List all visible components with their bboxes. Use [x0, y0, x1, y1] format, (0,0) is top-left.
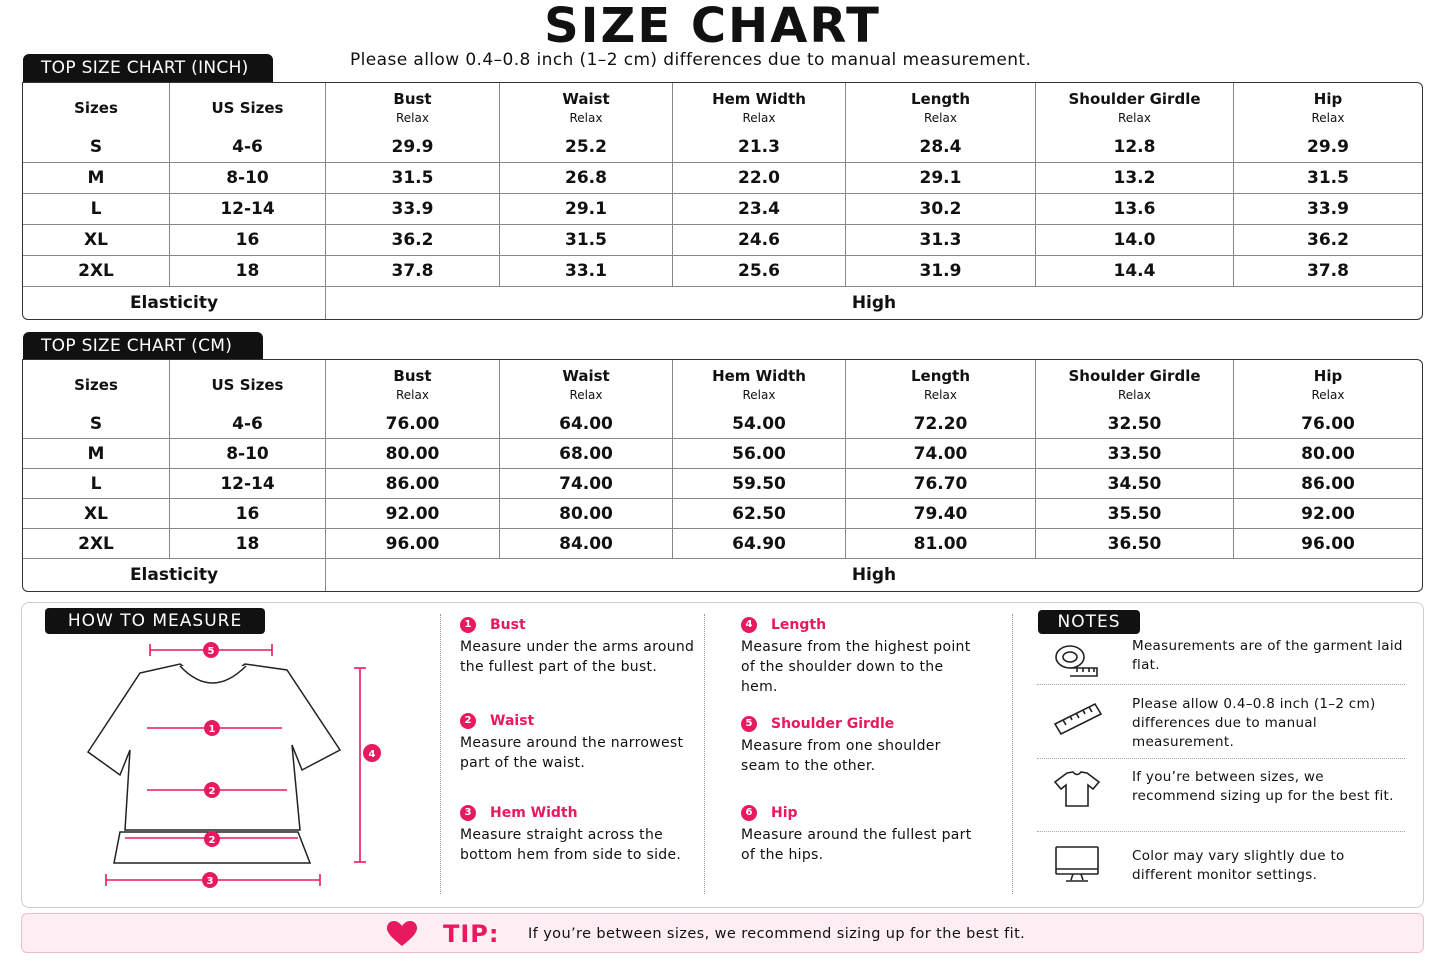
note-separator [1037, 831, 1405, 832]
tshirt-diagram [80, 636, 400, 898]
column-header-label: Hip [1313, 367, 1343, 385]
ruler-icon [1053, 700, 1103, 736]
column-header-label: Length [911, 90, 970, 108]
table-cell: 59.50 [673, 469, 846, 499]
inch-size-table [22, 82, 1423, 320]
column-header-label: Hip [1313, 90, 1343, 108]
column-header [23, 360, 170, 409]
column-header-label: Waist [562, 90, 610, 108]
number-badge: 2 [460, 713, 476, 729]
size-cell: XL [23, 499, 170, 529]
table-cell: 37.8 [1234, 256, 1422, 287]
table-cell: 72.20 [846, 409, 1036, 439]
table-cell: 33.9 [326, 194, 500, 225]
measure-item-text: Measure from one shoulder seam to the other. [741, 738, 941, 774]
tape-measure-icon [1053, 643, 1101, 677]
notes-tab: NOTES [1038, 610, 1140, 634]
table-cell: 68.00 [500, 439, 673, 469]
size-cell: M [23, 163, 170, 194]
table-cell: 84.00 [500, 529, 673, 559]
table-cell: 26.8 [500, 163, 673, 194]
table-row [23, 132, 1422, 163]
measure-item-heading [460, 616, 700, 634]
table-cell: 24.6 [673, 225, 846, 256]
table-cell: 16 [170, 225, 326, 256]
column-header-label: Sizes [74, 375, 118, 394]
table-cell: 23.4 [673, 194, 846, 225]
heart-icon [386, 921, 418, 947]
size-cell: S [23, 409, 170, 439]
elasticity-label: Elasticity [23, 559, 326, 591]
inch-table-tab: TOP SIZE CHART (INCH) [23, 54, 273, 82]
table-cell: 96.00 [1234, 529, 1422, 559]
table-cell: 79.40 [846, 499, 1036, 529]
table-cell: 13.2 [1036, 163, 1234, 194]
table-cell: 33.1 [500, 256, 673, 287]
measure-item [741, 715, 981, 776]
column-header-label: Shoulder Girdle [1068, 90, 1201, 108]
column-header-label: US Sizes [211, 375, 284, 394]
measure-item [741, 616, 981, 697]
table-row [23, 256, 1422, 287]
table-cell: 33.50 [1036, 439, 1234, 469]
table-cell: 80.00 [500, 499, 673, 529]
column-header-sub: Relax [1118, 111, 1151, 125]
number-badge: 5 [741, 716, 757, 732]
measure-item-heading [741, 616, 981, 634]
column-header [500, 360, 673, 409]
note-text: If you’re between sizes, we recommend sizing up for the best fit. [1132, 769, 1394, 804]
table-cell: 29.1 [500, 194, 673, 225]
table-cell: 29.9 [326, 132, 500, 163]
measure-item-title: Shoulder Girdle [771, 716, 895, 732]
column-header-label: Shoulder Girdle [1068, 367, 1201, 385]
table-cell: 36.50 [1036, 529, 1234, 559]
tip-label: TIP: [443, 920, 500, 948]
column-header-sub: Relax [742, 111, 776, 125]
measure-item-heading [460, 804, 700, 822]
table-cell: 64.90 [673, 529, 846, 559]
table-cell: 25.2 [500, 132, 673, 163]
column-header [846, 360, 1036, 409]
measure-item-title: Waist [490, 713, 535, 729]
diagram-label-5: 5 [207, 646, 215, 657]
table-cell: 54.00 [673, 409, 846, 439]
how-to-measure-tab: HOW TO MEASURE [45, 608, 265, 634]
table-cell: 76.70 [846, 469, 1036, 499]
measure-item-title: Hip [771, 805, 798, 821]
size-cell: 2XL [23, 529, 170, 559]
table-cell: 86.00 [326, 469, 500, 499]
column-header [1234, 360, 1422, 409]
table-cell: 76.00 [326, 409, 500, 439]
number-badge: 1 [460, 617, 476, 633]
measure-item-title: Bust [490, 617, 526, 633]
measure-item-text: Measure under the arms around the fullest part of the bust. [460, 639, 695, 675]
measure-item-heading [741, 715, 981, 733]
column-header [170, 83, 326, 132]
measure-item-heading [460, 712, 700, 730]
table-header-row [23, 83, 1422, 132]
table-cell: 29.1 [846, 163, 1036, 194]
measure-item-text: Measure around the narrowest part of the waist. [460, 735, 684, 771]
table-cell: 21.3 [673, 132, 846, 163]
table-cell: 74.00 [846, 439, 1036, 469]
table-cell: 30.2 [846, 194, 1036, 225]
measure-item-text: Measure around the fullest part of the hips. [741, 827, 972, 863]
table-cell: 92.00 [326, 499, 500, 529]
page-title: SIZE CHART [544, 0, 881, 54]
table-cell: 4-6 [170, 409, 326, 439]
size-cell: XL [23, 225, 170, 256]
table-cell: 74.00 [500, 469, 673, 499]
elasticity-row [23, 287, 1422, 319]
note-separator [1037, 758, 1405, 759]
number-badge: 6 [741, 805, 757, 821]
column-header [673, 83, 846, 132]
table-cell: 25.6 [673, 256, 846, 287]
table-cell: 56.00 [673, 439, 846, 469]
divider [440, 614, 441, 894]
table-cell: 4-6 [170, 132, 326, 163]
table-cell: 36.2 [326, 225, 500, 256]
measure-item-title: Hem Width [490, 805, 578, 821]
column-header [673, 360, 846, 409]
table-cell: 80.00 [1234, 439, 1422, 469]
table-cell: 12-14 [170, 194, 326, 225]
table-cell: 16 [170, 499, 326, 529]
table-row [23, 225, 1422, 256]
table-cell: 12-14 [170, 469, 326, 499]
table-cell: 31.5 [500, 225, 673, 256]
table-row [23, 469, 1422, 499]
size-cell: L [23, 469, 170, 499]
table-cell: 62.50 [673, 499, 846, 529]
table-cell: 8-10 [170, 439, 326, 469]
column-header-sub: Relax [396, 388, 429, 402]
table-row [23, 163, 1422, 194]
table-cell: 80.00 [326, 439, 500, 469]
table-cell: 96.00 [326, 529, 500, 559]
table-cell: 31.5 [1234, 163, 1422, 194]
tip-text: If you’re between sizes, we recommend sizing up for the best fit. [528, 926, 1026, 942]
column-header-label: Bust [393, 90, 432, 108]
table-cell: 29.9 [1234, 132, 1422, 163]
table-cell: 64.00 [500, 409, 673, 439]
column-header-sub: Relax [924, 388, 957, 402]
column-header-label: Sizes [74, 98, 118, 117]
note-text: Measurements are of the garment laid flat. [1132, 638, 1403, 673]
table-row [23, 499, 1422, 529]
table-cell: 36.2 [1234, 225, 1422, 256]
column-header [326, 360, 500, 409]
column-header [326, 83, 500, 132]
elasticity-value: High [851, 293, 897, 313]
column-header [500, 83, 673, 132]
elasticity-row [23, 559, 1422, 591]
column-header [846, 83, 1036, 132]
measure-item [460, 712, 700, 773]
diagram-label-2b: 2 [208, 835, 216, 846]
table-cell: 14.0 [1036, 225, 1234, 256]
measure-item-heading [741, 804, 981, 822]
size-cell: M [23, 439, 170, 469]
table-row [23, 409, 1422, 439]
table-cell: 86.00 [1234, 469, 1422, 499]
table-row [23, 439, 1422, 469]
measure-item [460, 804, 700, 865]
note-text: Please allow 0.4–0.8 inch (1–2 cm) differences due to manual measurement. [1132, 696, 1376, 750]
size-cell: L [23, 194, 170, 225]
elasticity-label: Elasticity [23, 287, 326, 319]
divider [1012, 614, 1013, 894]
subtitle: Please allow 0.4–0.8 inch (1–2 cm) differences due to manual measurement. [350, 50, 1032, 70]
table-cell: 32.50 [1036, 409, 1234, 439]
table-cell: 18 [170, 529, 326, 559]
monitor-icon [1053, 845, 1101, 883]
measure-item-title: Length [771, 617, 827, 633]
column-header [1036, 360, 1234, 409]
measure-item [741, 804, 981, 865]
column-header-label: Length [911, 367, 970, 385]
divider [704, 614, 705, 894]
tshirt-icon [1053, 770, 1101, 808]
cm-size-table [22, 359, 1423, 592]
table-cell: 12.8 [1036, 132, 1234, 163]
measure-item [460, 616, 700, 677]
column-header-sub: Relax [1311, 388, 1345, 402]
table-cell: 76.00 [1234, 409, 1422, 439]
column-header-sub: Relax [569, 388, 603, 402]
column-header-label: US Sizes [211, 98, 284, 117]
number-badge: 4 [741, 617, 757, 633]
table-cell: 31.9 [846, 256, 1036, 287]
table-header-row [23, 360, 1422, 409]
number-badge: 3 [460, 805, 476, 821]
column-header-label: Bust [393, 367, 432, 385]
column-header-sub: Relax [569, 111, 603, 125]
table-row [23, 529, 1422, 559]
table-cell: 35.50 [1036, 499, 1234, 529]
measure-item-text: Measure from the highest point of the shoulder down to the hem. [741, 639, 971, 695]
elasticity-value: High [851, 565, 897, 585]
table-cell: 31.3 [846, 225, 1036, 256]
column-header-label: Hem Width [712, 90, 806, 108]
diagram-label-3: 3 [206, 876, 214, 887]
table-cell: 13.6 [1036, 194, 1234, 225]
size-cell: S [23, 132, 170, 163]
column-header-sub: Relax [742, 388, 776, 402]
table-cell: 33.9 [1234, 194, 1422, 225]
note-separator [1037, 684, 1405, 685]
table-cell: 8-10 [170, 163, 326, 194]
diagram-label-2: 2 [208, 786, 216, 797]
column-header [170, 360, 326, 409]
cm-table-tab: TOP SIZE CHART (CM) [23, 332, 263, 360]
column-header [1036, 83, 1234, 132]
diagram-label-4: 4 [368, 749, 376, 760]
table-cell: 34.50 [1036, 469, 1234, 499]
table-cell: 28.4 [846, 132, 1036, 163]
column-header-label: Waist [562, 367, 610, 385]
size-cell: 2XL [23, 256, 170, 287]
table-cell: 22.0 [673, 163, 846, 194]
column-header-label: Hem Width [712, 367, 806, 385]
table-cell: 37.8 [326, 256, 500, 287]
column-header-sub: Relax [924, 111, 957, 125]
note-text: Color may vary slightly due to different monitor settings. [1132, 848, 1345, 883]
table-cell: 81.00 [846, 529, 1036, 559]
measure-item-text: Measure straight across the bottom hem from side to side. [460, 827, 682, 863]
table-cell: 31.5 [326, 163, 500, 194]
column-header-sub: Relax [1118, 388, 1151, 402]
column-header [1234, 83, 1422, 132]
table-row [23, 194, 1422, 225]
column-header [23, 83, 170, 132]
column-header-sub: Relax [1311, 111, 1345, 125]
column-header-sub: Relax [396, 111, 429, 125]
diagram-label-1: 1 [208, 724, 216, 735]
table-cell: 18 [170, 256, 326, 287]
table-cell: 92.00 [1234, 499, 1422, 529]
table-cell: 14.4 [1036, 256, 1234, 287]
